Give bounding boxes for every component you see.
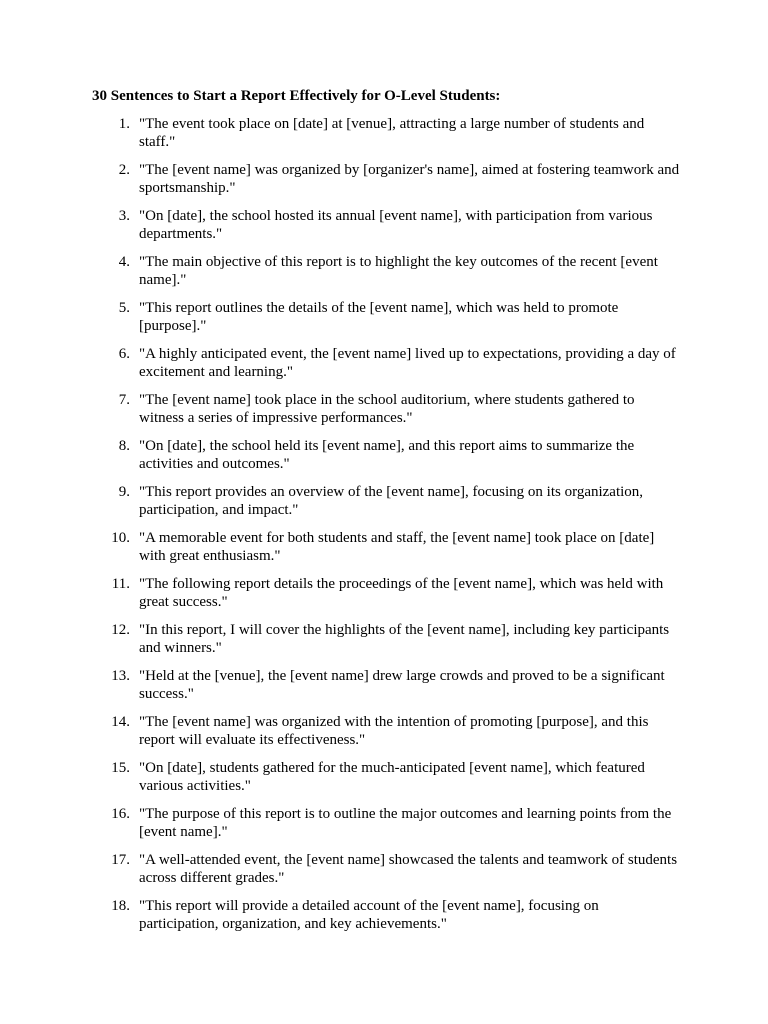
list-item <box>92 345 682 381</box>
list-item <box>92 529 682 565</box>
list-item <box>92 851 682 887</box>
sentence-list <box>92 115 682 943</box>
item-number: 3. <box>118 208 130 224</box>
list-item <box>92 713 682 749</box>
item-number: 13. <box>111 668 130 684</box>
list-item <box>92 483 682 519</box>
item-text: "The [event name] was organized with the intention of promoting [purpose], and this report will evaluate its effectiveness." <box>139 714 649 748</box>
item-number: 17. <box>111 852 130 868</box>
item-number: 14. <box>111 714 130 730</box>
item-number: 15. <box>111 760 130 776</box>
item-text: "On [date], the school hosted its annual [event name], with participation from various departments." <box>139 208 653 242</box>
list-item <box>92 299 682 335</box>
item-text: "The [event name] took place in the school auditorium, where students gathered to witness a series of impressive performances." <box>139 392 635 426</box>
item-text: "In this report, I will cover the highlights of the [event name], including key participants and winners." <box>139 622 670 656</box>
item-text: "A well-attended event, the [event name] showcased the talents and teamwork of students across different grades." <box>139 852 678 886</box>
list-item <box>92 805 682 841</box>
item-text: "The purpose of this report is to outline the major outcomes and learning points from the [event name]." <box>139 806 672 840</box>
item-number: 4. <box>118 254 130 270</box>
item-text: "This report will provide a detailed account of the [event name], focusing on participation, organization, and key achievements." <box>139 898 599 932</box>
item-number: 18. <box>111 898 130 914</box>
item-number: 7. <box>118 392 130 408</box>
item-text: "A memorable event for both students and staff, the [event name] took place on [date] with great enthusiasm." <box>139 530 655 564</box>
item-number: 2. <box>118 162 130 178</box>
item-text: "The [event name] was organized by [organizer's name], aimed at fostering teamwork and sportsmanship." <box>139 162 680 196</box>
item-number: 11. <box>111 576 130 592</box>
item-number: 8. <box>118 438 130 454</box>
item-text: "The event took place on [date] at [venue], attracting a large number of students and staff." <box>139 116 645 150</box>
item-number: 16. <box>111 806 130 822</box>
item-text: "A highly anticipated event, the [event name] lived up to expectations, providing a day of excitement and learning." <box>139 346 676 380</box>
item-text: "This report outlines the details of the [event name], which was held to promote [purpose]." <box>139 300 619 334</box>
list-item <box>92 575 682 611</box>
item-text: "The following report details the proceedings of the [event name], which was held with great success." <box>139 576 664 610</box>
list-item <box>92 621 682 657</box>
item-text: "On [date], students gathered for the much-anticipated [event name], which featured various activities." <box>139 760 645 794</box>
item-text: "On [date], the school held its [event name], and this report aims to summarize the activities and outcomes." <box>139 438 635 472</box>
list-item <box>92 897 682 933</box>
item-text: "This report provides an overview of the [event name], focusing on its organization, participation, and impact." <box>139 484 644 518</box>
list-item <box>92 437 682 473</box>
document-title: 30 Sentences to Start a Report Effectively for O-Level Students: <box>92 88 501 104</box>
item-number: 10. <box>111 530 130 546</box>
list-item <box>92 161 682 197</box>
list-item <box>92 207 682 243</box>
item-number: 6. <box>118 346 130 362</box>
item-number: 12. <box>111 622 130 638</box>
list-item <box>92 667 682 703</box>
item-text: "Held at the [venue], the [event name] drew large crowds and proved to be a significant success." <box>139 668 665 702</box>
item-number: 1. <box>118 116 130 132</box>
list-item <box>92 391 682 427</box>
list-item <box>92 759 682 795</box>
list-item <box>92 253 682 289</box>
item-number: 9. <box>118 484 130 500</box>
list-item <box>92 115 682 151</box>
item-text: "The main objective of this report is to highlight the key outcomes of the recent [event name]." <box>139 254 658 288</box>
item-number: 5. <box>118 300 130 316</box>
